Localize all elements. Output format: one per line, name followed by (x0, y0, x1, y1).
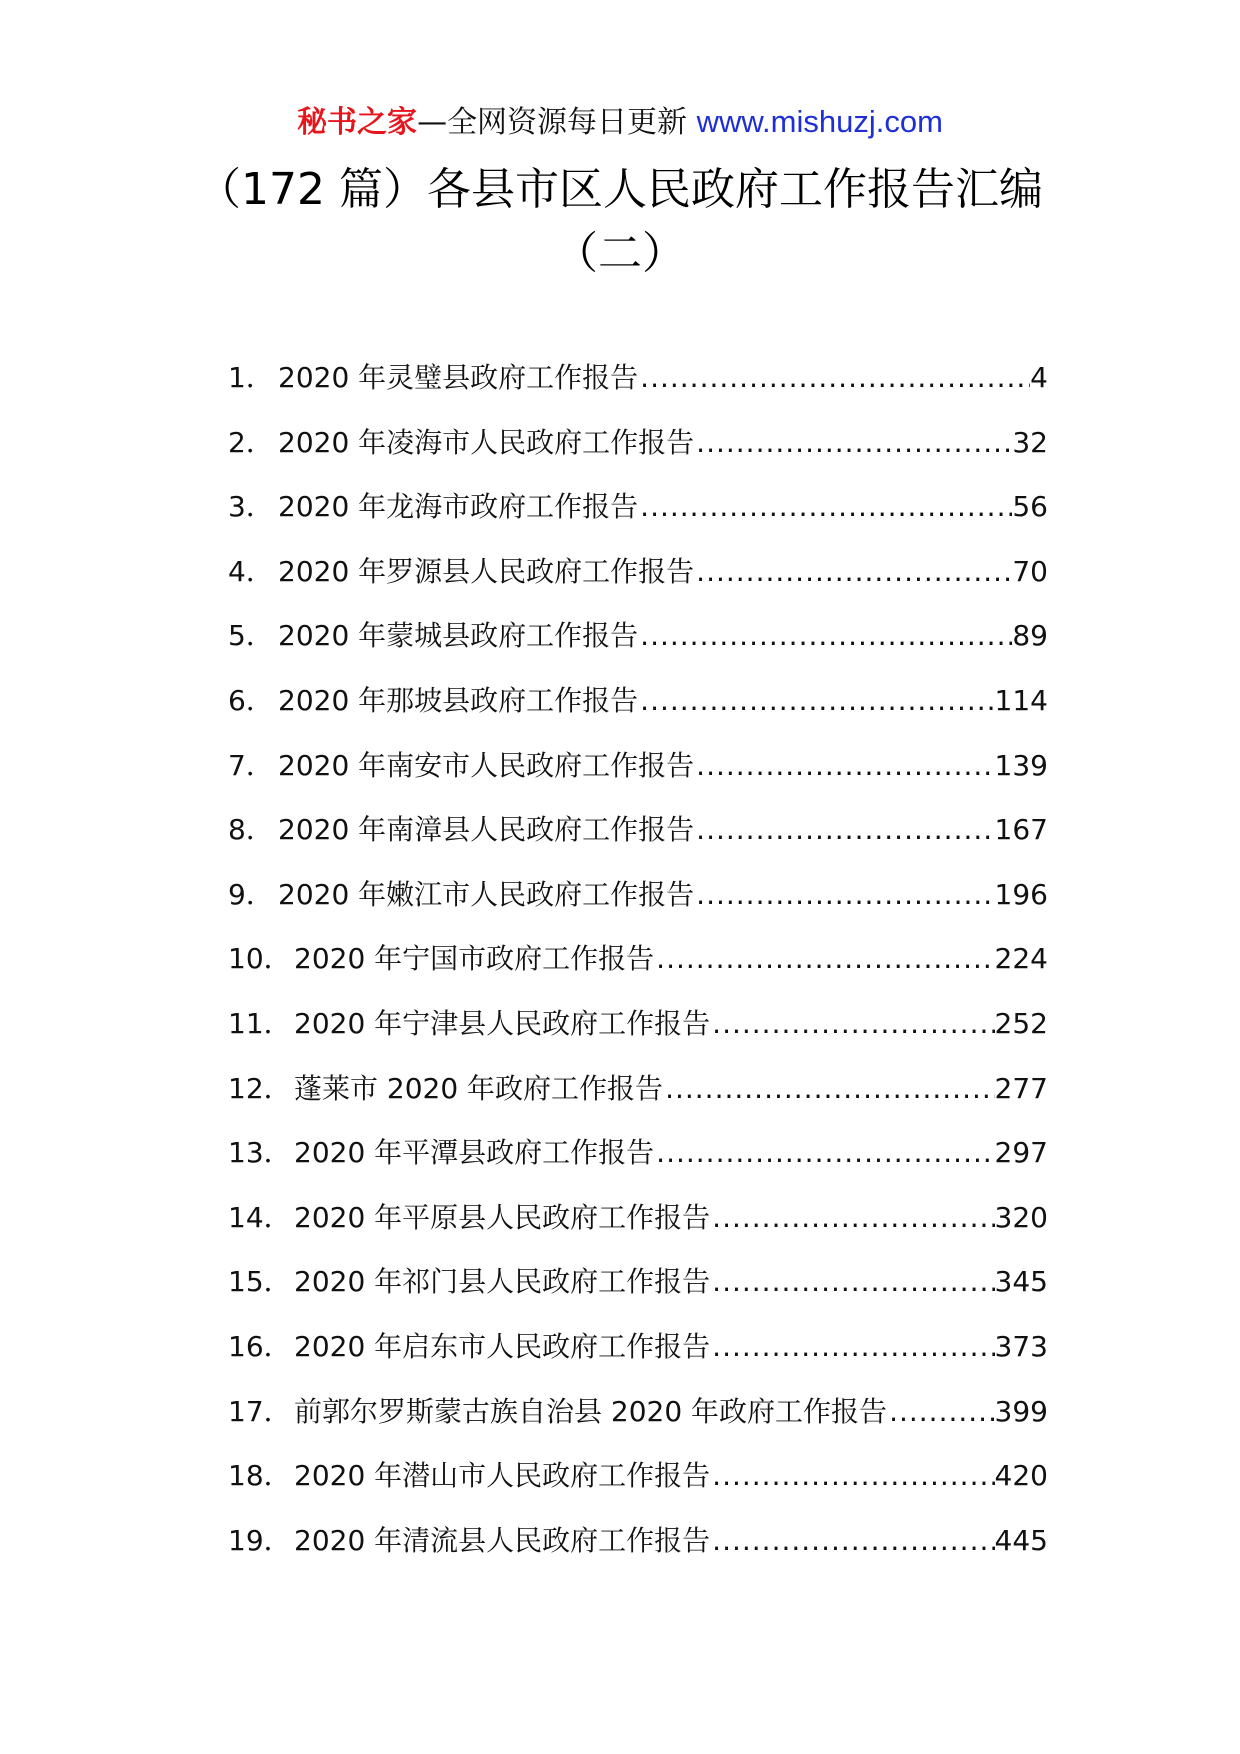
toc-dot-leader (710, 1521, 994, 1561)
toc-entry-page-number: 345 (994, 1265, 1048, 1299)
toc-entry[interactable] (228, 746, 1048, 811)
toc-entry-page-number: 320 (994, 1200, 1048, 1234)
toc-entry-number: 8． (228, 813, 274, 847)
toc-entry-page-number: 114 (994, 683, 1048, 717)
toc-entry-page-number: 224 (994, 942, 1048, 976)
toc-dot-leader (638, 487, 1012, 527)
toc-entry-number: 9． (228, 877, 274, 911)
toc-entry[interactable] (228, 681, 1048, 746)
site-url-link[interactable]: www.mishuzj.com (696, 104, 943, 139)
toc-entry[interactable] (228, 1004, 1048, 1069)
toc-entry-number: 15． (228, 1265, 292, 1299)
table-of-contents (228, 358, 1048, 1585)
toc-entry[interactable] (228, 487, 1048, 552)
toc-entry-number: 4． (228, 554, 274, 588)
toc-entry[interactable] (228, 1262, 1048, 1327)
toc-dot-leader (694, 552, 1012, 592)
toc-entry-number: 11． (228, 1006, 292, 1040)
toc-entry-number: 6． (228, 683, 274, 717)
toc-entry-page-number: 445 (994, 1523, 1048, 1557)
toc-entry-page-number: 32 (1012, 425, 1048, 459)
toc-dot-leader (694, 875, 994, 915)
toc-entry-title: 2020 年潜山市人民政府工作报告 (294, 1459, 711, 1493)
toc-entry-title: 2020 年嫩江市人民政府工作报告 (278, 877, 695, 911)
toc-dot-leader (638, 681, 994, 721)
toc-dot-leader (663, 1069, 994, 1109)
toc-entry-title: 2020 年平潭县政府工作报告 (294, 1136, 655, 1170)
toc-entry-number: 3． (228, 490, 274, 524)
document-title: （172 篇）各县市区人民政府工作报告汇编（二） (197, 164, 1043, 279)
toc-entry-title: 2020 年龙海市政府工作报告 (278, 490, 639, 524)
toc-entry-page-number: 89 (1012, 619, 1048, 653)
toc-entry-number: 13． (228, 1136, 292, 1170)
toc-entry-title: 2020 年宁国市政府工作报告 (294, 942, 655, 976)
toc-entry-page-number: 373 (994, 1329, 1048, 1363)
toc-entry-page-number: 70 (1012, 554, 1048, 588)
toc-entry[interactable] (228, 423, 1048, 488)
toc-entry-title: 2020 年启东市人民政府工作报告 (294, 1329, 711, 1363)
toc-entry[interactable] (228, 1456, 1048, 1521)
toc-entry-number: 2． (228, 425, 274, 459)
toc-entry-title: 2020 年灵璧县政府工作报告 (278, 361, 639, 394)
toc-entry-page-number: 420 (994, 1459, 1048, 1493)
toc-entry-number: 16． (228, 1329, 292, 1363)
toc-dot-leader (710, 1004, 994, 1044)
toc-entry[interactable] (228, 1521, 1048, 1586)
toc-entry-title: 2020 年凌海市人民政府工作报告 (278, 425, 695, 459)
toc-dot-leader (694, 746, 994, 786)
toc-dot-leader (710, 1456, 994, 1496)
toc-entry-title: 2020 年祁门县人民政府工作报告 (294, 1265, 711, 1299)
toc-entry-page-number: 196 (994, 877, 1048, 911)
toc-entry-number: 14． (228, 1200, 292, 1234)
toc-entry-title: 2020 年蒙城县政府工作报告 (278, 619, 639, 653)
toc-entry-title: 2020 年南漳县人民政府工作报告 (278, 813, 695, 847)
toc-entry[interactable] (228, 810, 1048, 875)
toc-entry-number: 5． (228, 619, 274, 653)
toc-dot-leader (710, 1262, 994, 1302)
toc-entry[interactable] (228, 875, 1048, 940)
toc-dot-leader (710, 1198, 994, 1238)
toc-entry-title: 2020 年南安市人民政府工作报告 (278, 748, 695, 782)
toc-dot-leader (654, 1133, 994, 1173)
toc-entry[interactable] (228, 939, 1048, 1004)
site-header (0, 102, 1240, 143)
toc-entry[interactable] (228, 1069, 1048, 1134)
toc-dot-leader (638, 616, 1012, 656)
toc-dot-leader (710, 1327, 994, 1367)
toc-entry-page-number: 277 (994, 1071, 1048, 1105)
toc-entry-title: 前郭尔罗斯蒙古族自治县 2020 年政府工作报告 (294, 1394, 888, 1428)
toc-entry[interactable] (228, 552, 1048, 617)
toc-entry-title: 2020 年罗源县人民政府工作报告 (278, 554, 695, 588)
toc-entry-title: 2020 年清流县人民政府工作报告 (294, 1523, 711, 1557)
toc-dot-leader (654, 939, 994, 979)
toc-entry-number: 12． (228, 1071, 292, 1105)
toc-entry[interactable] (228, 1392, 1048, 1457)
toc-entry-number: 10． (228, 942, 292, 976)
brand-name: 秘书之家 (297, 105, 418, 140)
toc-dot-leader (694, 423, 1012, 463)
toc-entry-title: 2020 年宁津县人民政府工作报告 (294, 1006, 711, 1040)
toc-entry-page-number: 297 (994, 1136, 1048, 1170)
toc-entry-number: 18． (228, 1459, 292, 1493)
toc-entry-title: 2020 年那坡县政府工作报告 (278, 683, 639, 717)
toc-entry-number: 7． (228, 748, 274, 782)
toc-entry-title: 蓬莱市 2020 年政府工作报告 (294, 1071, 664, 1105)
toc-entry-number: 1． (228, 361, 274, 394)
toc-entry-page-number: 167 (994, 813, 1048, 847)
toc-entry-number: 19． (228, 1523, 292, 1557)
toc-dot-leader (887, 1392, 994, 1432)
toc-entry-page-number: 56 (1012, 490, 1048, 524)
toc-entry[interactable] (228, 358, 1048, 423)
toc-dot-leader (638, 358, 1030, 398)
toc-entry-number: 17． (228, 1394, 292, 1428)
toc-entry[interactable] (228, 1198, 1048, 1263)
toc-entry[interactable] (228, 616, 1048, 681)
toc-entry-title: 2020 年平原县人民政府工作报告 (294, 1200, 711, 1234)
toc-entry-page-number: 252 (994, 1006, 1048, 1040)
header-tagline: —全网资源每日更新 (417, 105, 697, 140)
toc-entry-page-number: 399 (994, 1394, 1048, 1428)
toc-entry[interactable] (228, 1133, 1048, 1198)
toc-dot-leader (694, 810, 994, 850)
toc-entry-page-number: 4 (1030, 361, 1048, 394)
toc-entry[interactable] (228, 1327, 1048, 1392)
toc-entry-page-number: 139 (994, 748, 1048, 782)
